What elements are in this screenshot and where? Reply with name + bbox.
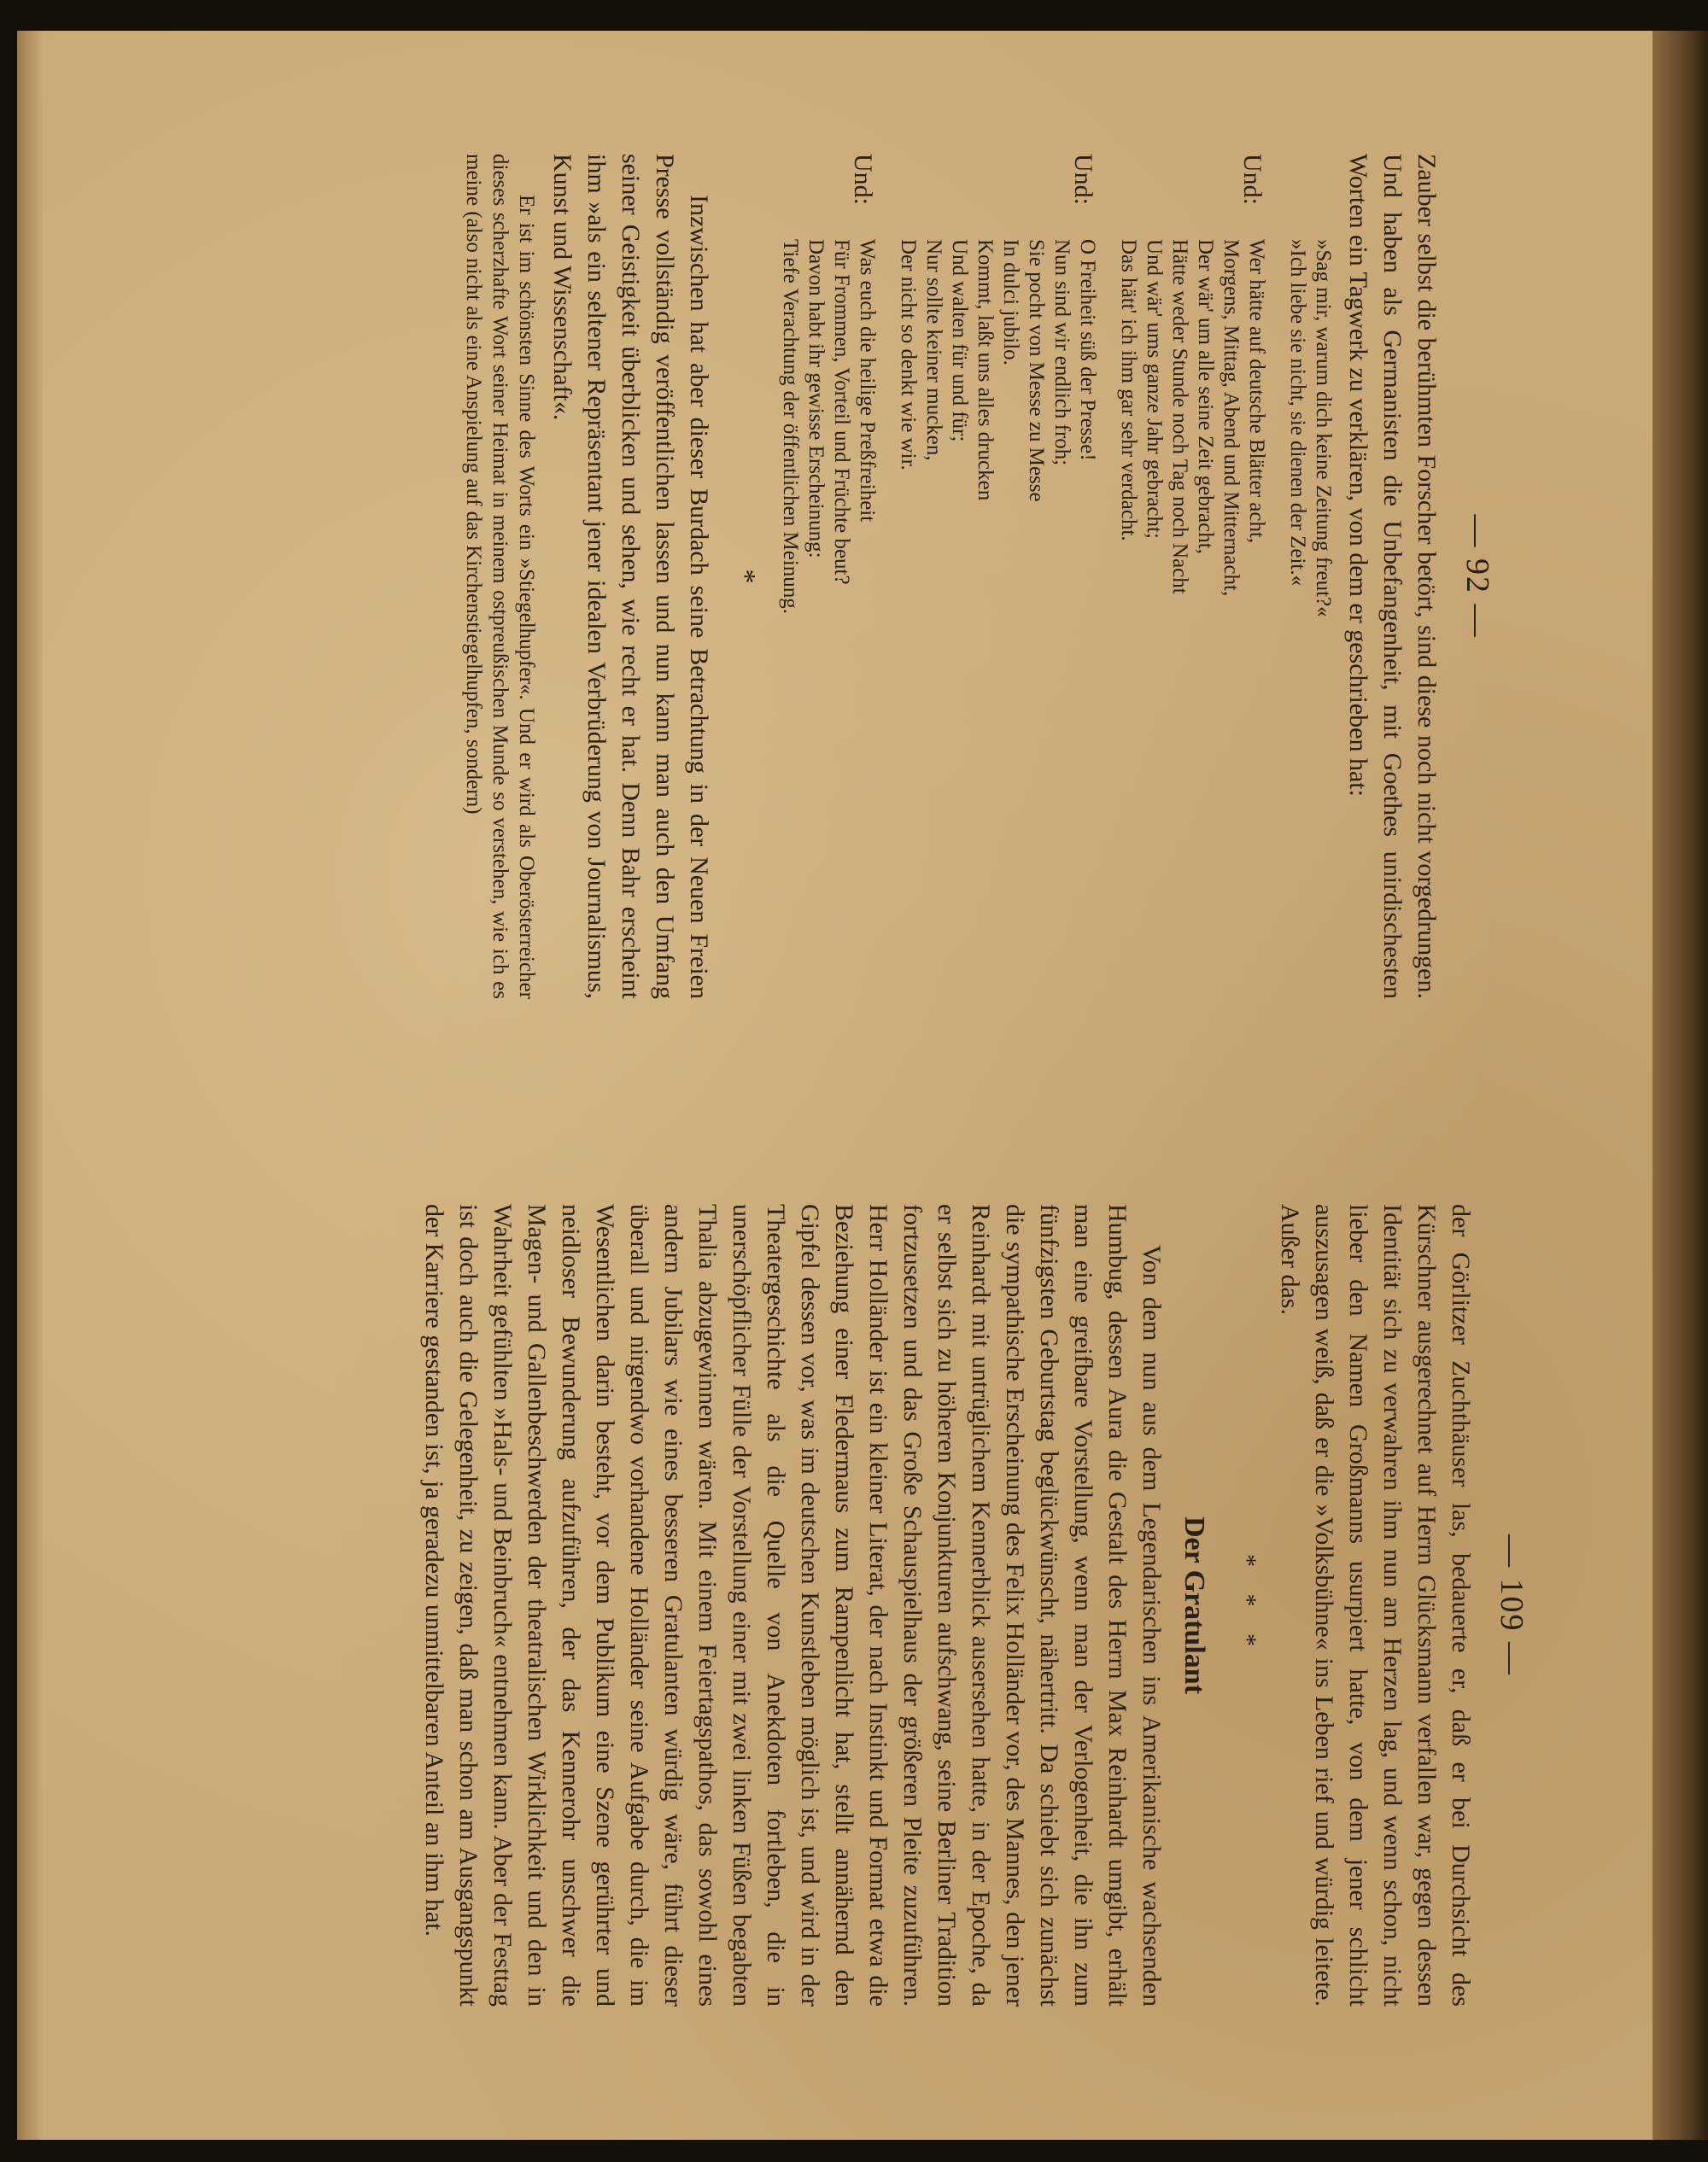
und-label: Und:: [1238, 154, 1266, 205]
verse-group-1: [1115, 154, 1269, 999]
page-edge: [17, 31, 43, 2140]
verse-line: Für Frommen, Vorteil und Früchte beut?: [830, 239, 853, 585]
und-label: Und:: [1069, 154, 1097, 205]
verse-line: Der nicht so denkt wie wir.: [897, 239, 920, 470]
verse-line: Kommt, laßt uns alles drucken: [974, 239, 997, 501]
body-paragraph: Inzwischen hat aber dieser Burdach seine Betrachtung in der Neuen Freien Presse vollständig veröffentlichen lassen und nun kann man auch den Umfang seiner Geistigkeit überblicken und sehen, wie recht er hat. Denn Bahr erscheint ihm »als ein seltener Repräsentant jener idealen Verbrüderung von Journalismus, Kunst und Wissenschaft«.: [548, 154, 713, 999]
article-heading: Der Gratulant: [1179, 1516, 1210, 1695]
section-star: *: [729, 569, 761, 584]
body-paragraph: Von dem nun aus dem Legendarischen ins Amerikanische wachsenden Humbug, dessen Aura die Gestalt des Herrn Max Reinhardt umgibt, erhält man eine greifbare Vorstellung, wenn man der Verlogenheit, die ihn zum fünfzigsten Geburtstag beglückwünscht, nähertritt. Da schiebt sich zunächst die sympathische Erscheinung des Felix Holländer vor, des Mannes, den jener Reinhardt mit untrüglichem Kennerblick ausersehen hatte, in der Epoche, da er selbst sich zu höheren Konjunkturen aufschwang, seine Berliner Tradition fortzusetzen und das Große Schauspielhaus der größeren Pleite zuzuführen. Herr Holländer ist ein kleiner Literat, der nach Instinkt und Format etwa die Beziehung einer Fledermaus zum Rampenlicht hat, stellt annähernd den Gipfel dessen vor, was im deutschen Kunstleben möglich ist, und wird in der Theatergeschichte als die Quelle von Anekdoten fortleben, die in unerschöpflicher Fülle der Vorstellung einer mit zwei linken Füßen begabten Thalia abzugewinnen wären. Mit einem Feiertagspathos, das sowohl eines andern Jubilars wie eines besseren Gratulanten würdig wäre, führt dieser überall und nirgendwo vorhandene Holländer seine Aufgabe durch, die im Wesentlichen darin besteht, vor dem Publikum eine Szene gerührter und neidloser Bewunderung aufzuführen, der das Kennerohr unschwer die Magen- und Gallenbeschwerden der theatralischen Wirklichkeit und den in Wahrheit gefühlten »Hals- und Beinbruch« entnehmen kann. Aber der Festtag ist doch auch die Gelegenheit, zu zeigen, daß man schon am Ausgangspunkt der Karriere gestanden ist, ja geradezu unmittelbaren Anteil an ihm hat.: [420, 1204, 1166, 2007]
verse-line: Und walten für und für;: [948, 239, 971, 442]
verse-line: Nur sollte keiner mucken,: [922, 239, 945, 461]
verse: [777, 239, 880, 999]
book-spine: [1652, 31, 1708, 2140]
verse-line: Das hätt' ich ihm gar sehr verdacht.: [1117, 239, 1140, 541]
verse-line: Wer hätte auf deutsche Blätter acht,: [1245, 239, 1268, 544]
section-stars: * * *: [1233, 1554, 1261, 1657]
body-paragraph: Er ist im schönsten Sinne des Worts ein »Stiegelhupfer«. Und er wird als Oberösterreicher dieses scherzhafte Wort seiner Heimat in meinem ostpreußischen Munde so verstehen, wie ich es meine (also nicht als eine Anspielung auf das Kirchenstiegelhupfen, sondern): [462, 154, 538, 999]
verse-line: O Freiheit süß der Presse!: [1076, 239, 1099, 461]
page-number: — 109 —: [1494, 1534, 1530, 1676]
quote-line: »Sag mir, warum dich keine Zeitung freut?«: [1312, 239, 1335, 617]
verse-line: Der wär' um alle seine Zeit gebracht,: [1194, 239, 1217, 554]
verse-line: Nun sind wir endlich froh;: [1050, 239, 1073, 466]
verse: [895, 239, 1100, 999]
verse-line: Davon habt ihr gewisse Erscheinung:: [804, 239, 828, 558]
verse-group-3: [777, 154, 880, 999]
page-number: — 92 —: [1459, 514, 1495, 639]
verse-line: Tiefe Verachtung der öffentlichen Meinung.: [779, 239, 802, 615]
verse-line: Morgens, Mittag, Abend und Mitternacht,: [1220, 239, 1243, 597]
verse: [1115, 239, 1269, 999]
verse-line: In dulci jubilo.: [999, 239, 1022, 365]
verse-line: Sie pocht von Messe zu Messe: [1025, 239, 1048, 502]
verse-group-2: [895, 154, 1100, 999]
intro-paragraph: der Görlitzer Zuchthäuser las, bedauerte er, daß er bei Durchsicht des Kürschner ausgerechnet auf Herrn Glücksmann verfallen war, gegen dessen Identität sich zu verwahren ihm nun am Herzen lag, und wenn schon, nicht lieber den Namen Großmanns usurpiert hatte, von dem jener schlicht auszusagen weiß, daß er die »Volksbühne« ins Leben rief und würdig leitete. Außer das.: [1276, 1204, 1475, 2007]
page-92: [273, 128, 1503, 1025]
quote-line: »Ich liebe sie nicht, sie dienen der Zeit.«: [1286, 239, 1309, 587]
page-109: [342, 1178, 1537, 2032]
verse-line: Hätte weder Stunde noch Tag noch Nacht: [1168, 239, 1191, 594]
intro-paragraph: Zauber selbst die berühmten Forscher betört, sind diese noch nicht vorgedrungen. Und haben als Germanisten die Unbefangenheit, mit Goethes unirdischesten Worten ein Tagwerk zu verklären, von dem er geschrieben hat:: [1344, 154, 1441, 999]
goethe-quote: [1284, 239, 1336, 999]
verse-line: Und wär' ums ganze Jahr gebracht;: [1143, 239, 1166, 539]
verse-line: Was euch die heilige Preßfreiheit: [856, 239, 879, 523]
und-label: Und:: [849, 154, 877, 205]
